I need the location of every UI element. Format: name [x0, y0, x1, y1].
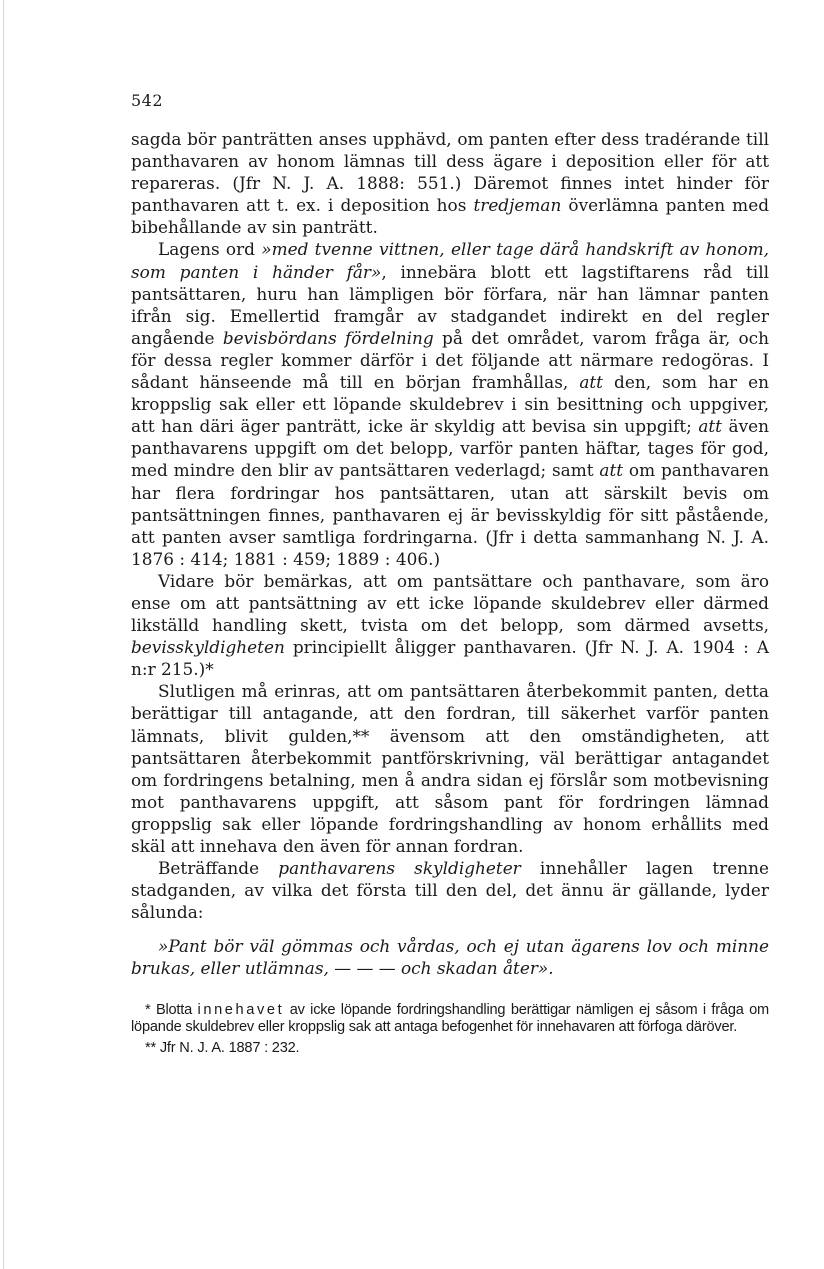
emphasis-text: tredjeman	[473, 195, 562, 216]
text-run: * Blotta	[145, 1001, 198, 1018]
emphasis-text: bevisskyldigheten	[131, 637, 285, 658]
text-run: .	[548, 958, 554, 979]
emphasis-text: panthavarens skyldigheter	[278, 858, 521, 879]
paragraph	[131, 680, 769, 857]
text-run: principiellt åligger panthavaren. (Jfr N. J. A. 1904 : A n:r 215.)*	[131, 637, 769, 680]
text-column	[131, 128, 769, 1062]
paragraph	[131, 128, 769, 238]
emphasis-text: »Pant bör väl gömmas och vårdas, och ej utan ägarens lov och minne brukas, eller utlämnas, — — — och skadan åter»	[131, 936, 769, 979]
text-run: även panthavarens uppgift om det belopp, varför panten häftar, tages för god, med mindre den blir av pantsättaren vederlagd; samt	[131, 416, 769, 481]
page-edge-rule	[3, 0, 4, 1269]
spaced-emphasis-text: innehavet	[197, 1001, 285, 1018]
footnote	[131, 1002, 769, 1037]
text-run: Beträffande	[158, 858, 279, 879]
text-run: Lagens ord	[158, 239, 262, 260]
footnote	[131, 1040, 769, 1057]
emphasis-text: »med tvenne vittnen, eller tage därå handskrift av honom, som panten i händer får»	[131, 239, 770, 282]
emphasis-text: att	[579, 372, 603, 393]
quoted-statute	[131, 935, 769, 979]
text-run: , innebära blott ett lagstiftarens råd till pantsättaren, huru han lämpligen bör förfara, när han lämnar panten ifrån sig. Emellertid framgår av stadgandet indirekt en del regler angående	[131, 261, 769, 348]
footnotes	[131, 1002, 769, 1058]
emphasis-text: bevisbördans fördelning	[222, 327, 434, 348]
text-run: Vidare bör bemärkas, att om pantsättare och panthavare, som äro ense om att pantsättning av ett icke löpande skuldebrev eller därmed likställd handling skett, tvista om det belopp, som därmed avsetts,	[131, 570, 769, 636]
text-run: sagda bör panträtten anses upphävd, om panten efter dess tradérande till panthavaren av honom lämnas till dess ägare i deposition eller för att repareras. (Jfr N. J. A. 1888: 551.) Däremot finnes intet hinder för panthavaren att t. ex. i deposition hos	[131, 129, 769, 216]
text-run: av icke löpande fordringshandling berättigar nämligen ej såsom i fråga om löpande skuldebrev eller kroppslig sak att antaga befogenhet för innehavaren att förfoga däröver.	[131, 1001, 769, 1035]
paragraph	[131, 857, 769, 923]
text-run: ** Jfr N. J. A. 1887 : 232.	[145, 1040, 300, 1057]
text-run: den, som har en kroppslig sak eller ett löpande skuldebrev i sin besittning och uppgiver, att han däri äger panträtt, icke är skyldig att bevisa sin uppgift;	[131, 372, 769, 437]
emphasis-text: att	[599, 460, 624, 481]
paragraph	[131, 238, 769, 569]
page-number: 542	[131, 91, 164, 110]
text-run: på det området, varom fråga är, och för dessa regler kommer därför i det följande att närmare redogöras. I sådant hänseende må till en början framhållas,	[131, 327, 770, 393]
text-run: Slutligen må erinras, att om pantsättaren återbekommit panten, detta berättigar till antagande, att den fordran, till säkerhet varför panten lämnats, blivit gulden,** ävensom att den omständigheten, att pantsättaren återbekommit pantförskrivning, väl berättigar antagandet om fordringens betalning, men å andra sidan ej förslår som motbevisning mot panthavarens uppgift, att såsom pant för fordringen lämnad groppslig sak eller löpande fordringshandling av honom erhållits med skäl att innehava den även för annan fordran.	[131, 681, 769, 856]
text-run: överlämna panten med bibehållande av sin panträtt.	[131, 195, 770, 238]
text-run: om panthavaren har flera fordringar hos pantsättaren, utan att särskilt bevis om pantsättningen finnes, panthavaren ej är bevisskyldig för sitt påstående, att panten avser samtliga fordringarna. (Jfr i detta sammanhang N. J. A. 1876 : 414; 1881 : 459; 1889 : 406.)	[131, 460, 769, 569]
body-text	[131, 128, 769, 980]
paragraph	[131, 570, 769, 680]
text-run: innehåller lagen trenne stadganden, av vilka det första till den del, det ännu är gällande, lyder sålunda:	[131, 858, 769, 923]
emphasis-text: att	[698, 416, 722, 437]
